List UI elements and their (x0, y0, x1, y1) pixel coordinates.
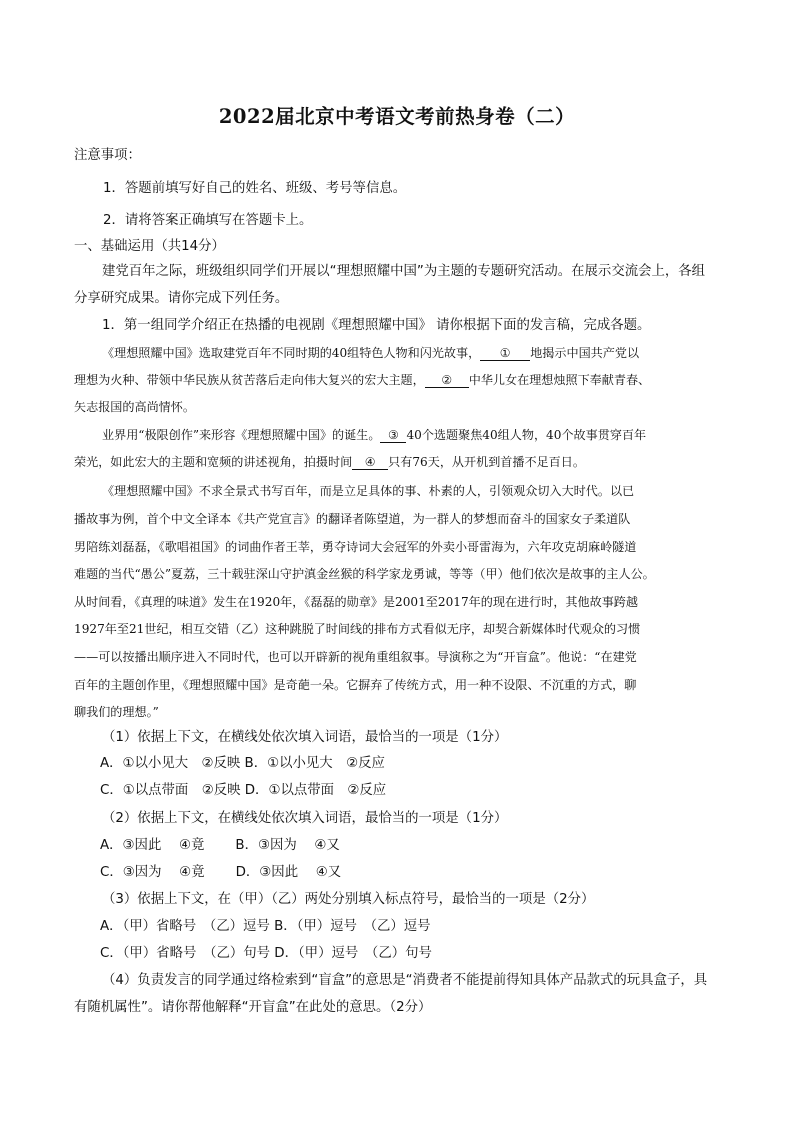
passage-line: 矢志报国的高尚情怀。 (74, 400, 195, 414)
blank-2: ② (425, 373, 469, 388)
question-3-options-ab: A．（甲）省略号 （乙）逗号 B．（甲）逗号 （乙）逗号 (100, 919, 431, 934)
blank-4: ④ (352, 455, 388, 470)
question-2-options-ab: A．③因此 ④竟 B．③因为 ④又 (100, 838, 340, 853)
passage-line: 《理想照耀中国》选取建党百年不同时期的40组特色人物和闪光故事， ① 地揭示中国共产党以 (102, 346, 640, 360)
question-1-options-cd: C．①以点带面 ②反映 D．①以点带面 ②反应 (100, 783, 387, 798)
passage-line: 聊我们的理想。” (74, 705, 159, 719)
question-4-line-2: 有随机属性”。请你帮他解释“开盲盒”在此处的意思。（2分） (74, 1000, 432, 1015)
intro-line-1: 建党百年之际，班级组织同学们开展以“理想照耀中国”为主题的专题研究活动。在展示交流会上，各组 (102, 264, 706, 279)
question-2-stem: （2）依据上下文，在横线处依次填入词语，最恰当的一项是（1分） (102, 811, 508, 826)
question-1-stem: （1）依据上下文，在横线处依次填入词语，最恰当的一项是（1分） (102, 730, 508, 745)
question-2-options-cd: C．③因为 ④竟 D．③因此 ④又 (100, 865, 342, 880)
question-3-options-cd: C．（甲）省略号 （乙）句号 D．（甲）逗号 （乙）句号 (100, 946, 432, 961)
passage-line: 百年的主题创作里，《理想照耀中国》是奇葩一朵。它摒弃了传统方式，用一种不设限、不沉重的方式，聊 (74, 678, 637, 692)
passage-line: 荣光，如此宏大的主题和宽频的讲述视角，拍摄时间 ④ 只有76天，从开机到首播不足百日。 (74, 455, 585, 469)
blank-3: ③ (380, 428, 406, 443)
passage-line: 业界用“极限创作”来形容《理想照耀中国》的诞生。 ③ 40个选题聚焦40组人物，40个故事贯穿百年 (102, 428, 647, 442)
question-4-line-1: （4）负责发言的同学通过络检索到“盲盒”的意思是“消费者不能提前得知具体产品款式的玩具盒子，具 (102, 973, 708, 988)
section-heading: 一、基础运用（共14分） (74, 239, 225, 254)
passage-line: 播故事为例，首个中文全译本《共产党宣言》的翻译者陈望道，为一群人的梦想而奋斗的国家女子柔道队 (74, 512, 631, 526)
passage-line: 难题的当代“愚公”夏荔，三十载驻深山守护滇金丝猴的科学家龙勇诚，等等（甲）他们依次是故事的主人公。 (74, 567, 655, 581)
notice-item-1: 1．答题前填写好自己的姓名、班级、考号等信息。 (103, 181, 407, 196)
question-3-stem: （3）依据上下文，在（甲）（乙）两处分别填入标点符号，最恰当的一项是（2分） (102, 892, 595, 907)
notice-item-2: 2．请将答案正确填写在答题卡上。 (103, 213, 313, 228)
passage-line: 从时间看，《真理的味道》发生在1920年，《磊磊的勋章》是2001至2017年的现在进行时，其他故事跨越 (74, 595, 638, 609)
question-1-options-ab: A．①以小见大 ②反映 B．①以小见大 ②反应 (100, 756, 385, 771)
passage-line: ——可以按播出顺序进入不同时代，也可以开辟新的视角重组叙事。导演称之为“开盲盒”。他说：“在建党 (74, 650, 637, 664)
passage-line: 《理想照耀中国》不求全景式书写百年，而是立足具体的事、朴素的人，引领观众切入大时代。以已 (102, 484, 635, 498)
passage-line: 理想为火种、带领中华民族从贫苦落后走向伟大复兴的宏大主题， ② 中华儿女在理想烛照下奉献青春、 (74, 373, 651, 387)
page-title: 2022届北京中考语文考前热身卷（二） (218, 105, 576, 128)
passage-line: 1927年至21世纪，相互交错（乙）这种跳脱了时间线的排布方式看似无序，却契合新媒体时代观众的习惯 (74, 622, 641, 636)
intro-line-2: 分享研究成果。请你完成下列任务。 (74, 291, 289, 306)
passage-line: 男陪练刘磊磊，《歌唱祖国》的词曲作者王莘，勇夺诗词大会冠军的外卖小哥雷海为，六年攻克胡麻岭隧道 (74, 540, 637, 554)
task-1-prompt: 1．第一组同学介绍正在热播的电视剧《理想照耀中国》 请你根据下面的发言稿，完成各题。 (102, 318, 651, 333)
blank-1: ① (480, 346, 530, 361)
notice-heading: 注意事项： (74, 148, 141, 163)
